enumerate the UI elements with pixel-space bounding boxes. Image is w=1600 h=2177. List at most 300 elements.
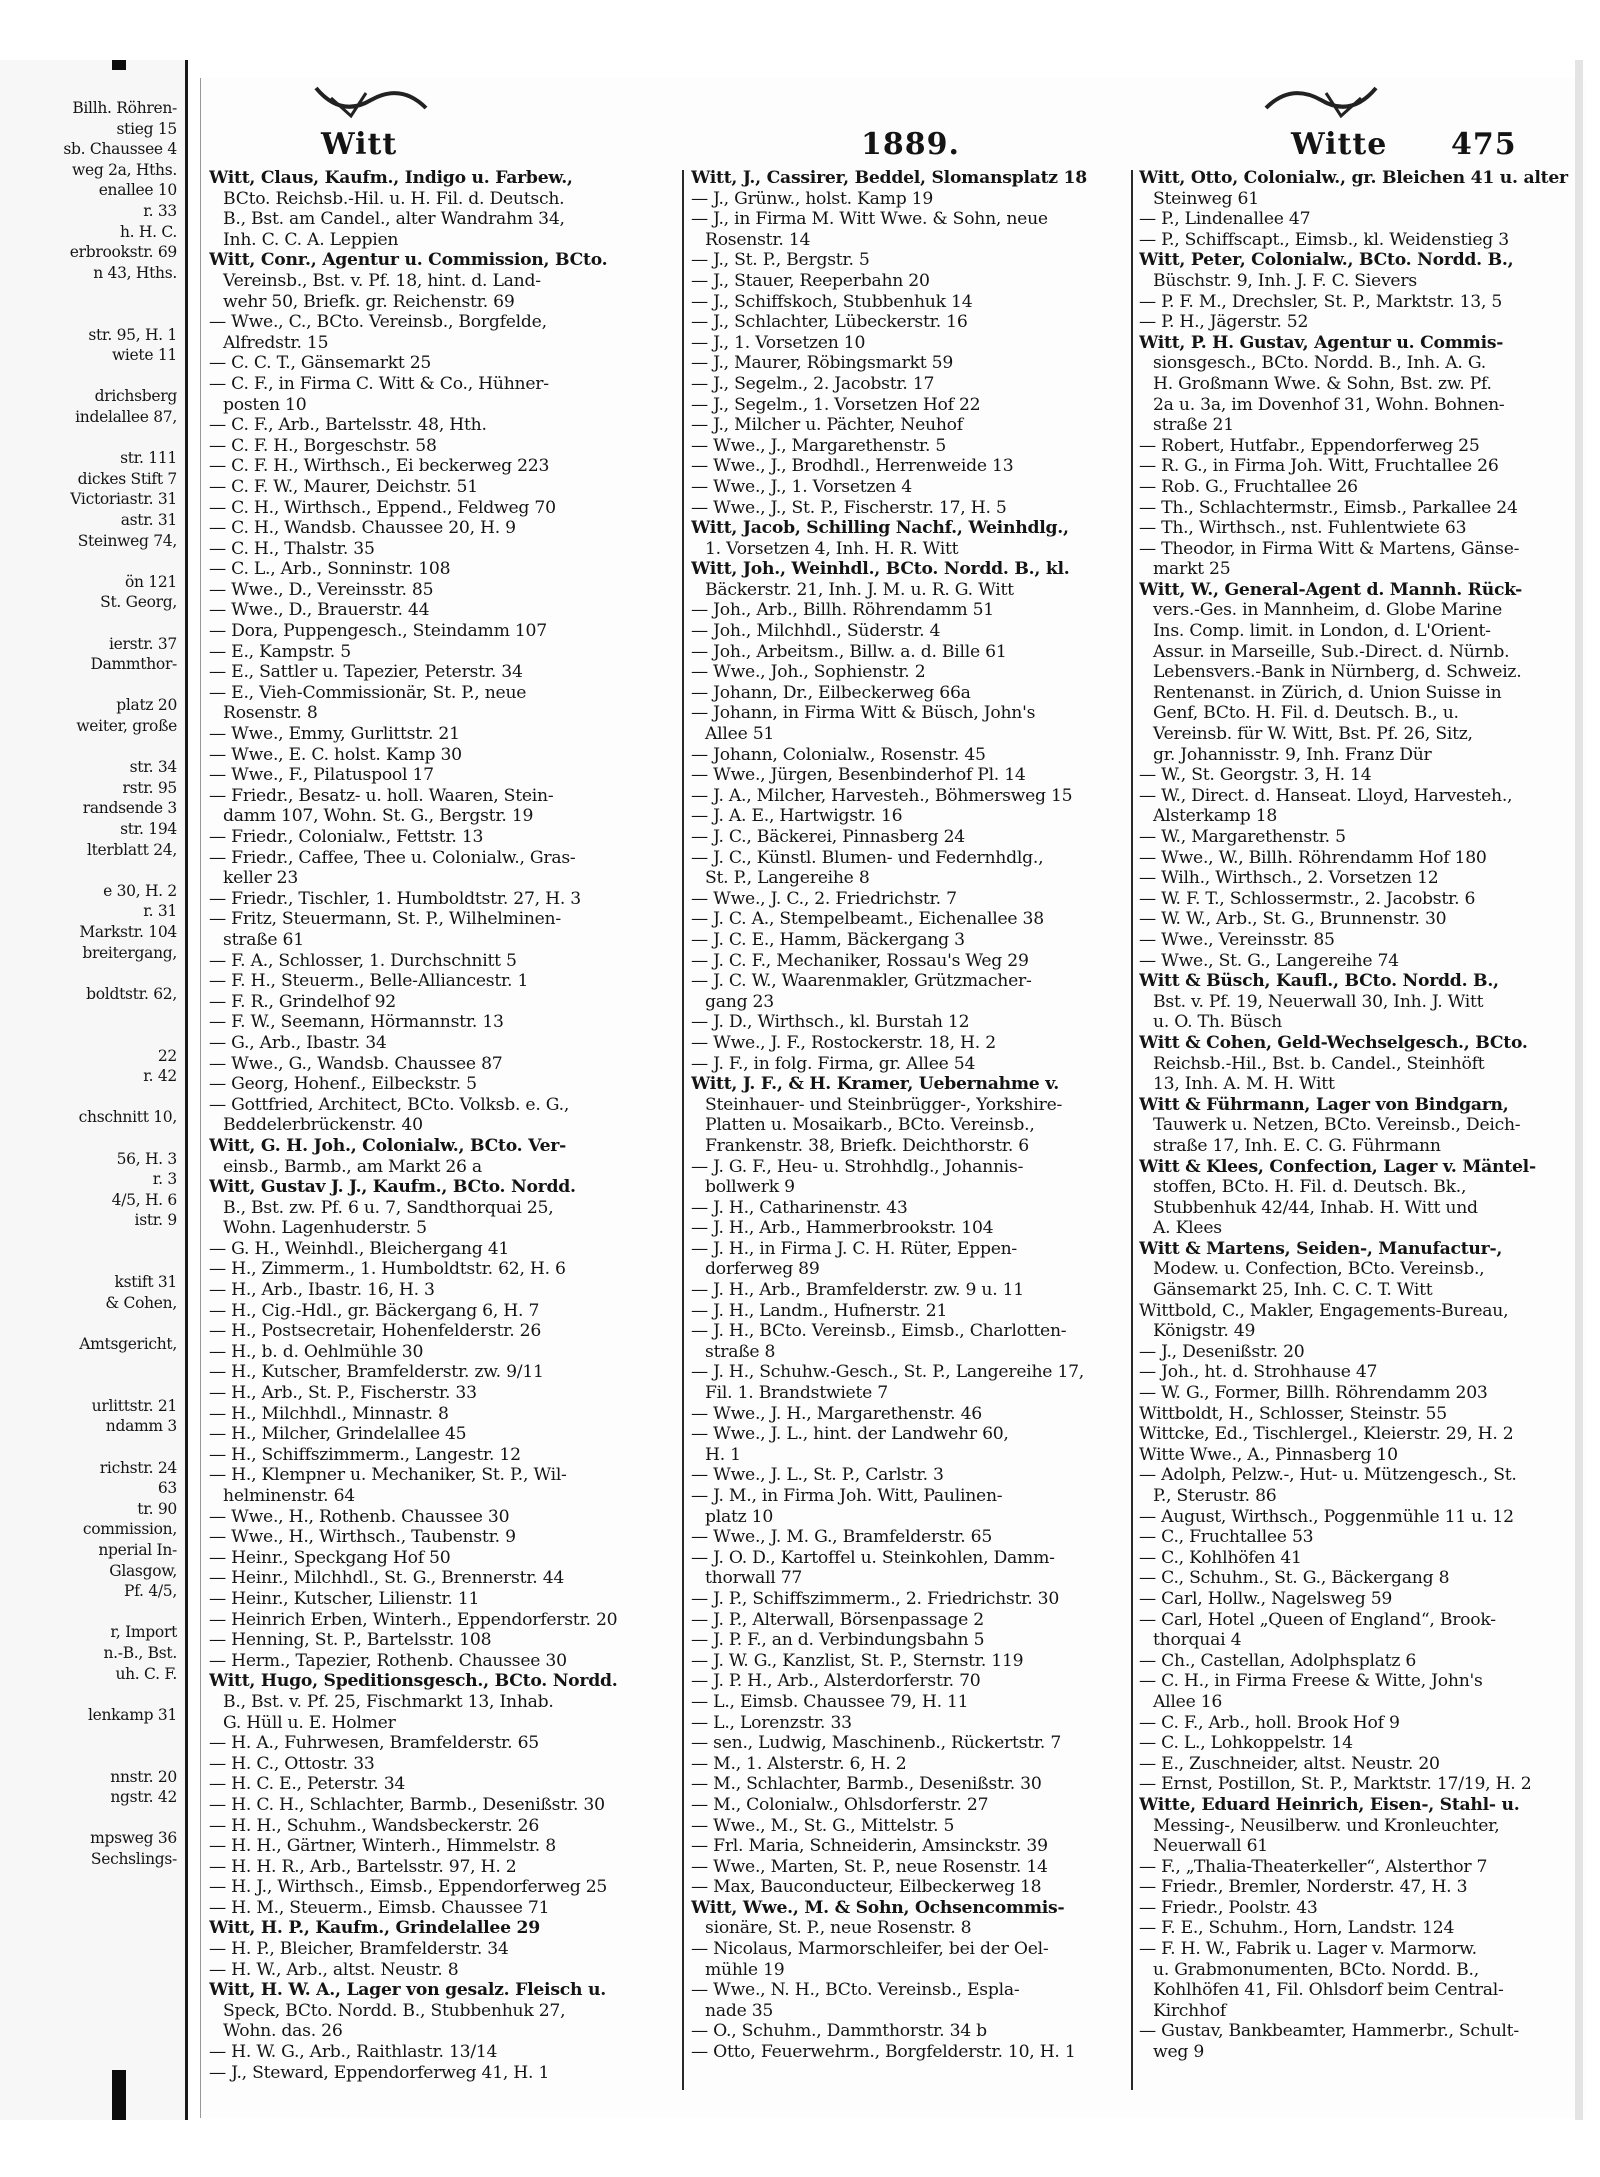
directory-entry: — E., Sattler u. Tapezier, Peterstr. 34 — [209, 662, 523, 683]
directory-entry: — L., Lorenzstr. 33 — [691, 1712, 852, 1733]
left-fragment-line: dickes Stift 7 — [77, 470, 177, 488]
directory-entry: St. P., Langereihe 8 — [705, 868, 870, 889]
directory-entry: Alfredstr. 15 — [223, 332, 329, 353]
directory-entry: — J. F., in folg. Firma, gr. Allee 54 — [691, 1053, 976, 1074]
directory-entry: — M., Schlachter, Barmb., Desenißstr. 30 — [691, 1774, 1042, 1795]
directory-entry: — Theodor, in Firma Witt & Martens, Gänse- — [1139, 538, 1520, 559]
directory-entry: — H. W. G., Arb., Raithlastr. 13/14 — [209, 2042, 498, 2063]
directory-entry: H. Großmann Wwe. & Sohn, Bst. zw. Pf. — [1153, 373, 1492, 394]
directory-entry: Fil. 1. Brandstwiete 7 — [705, 1383, 888, 1404]
directory-entry: — Th., Schlachtermstr., Eimsb., Parkallee 24 — [1139, 497, 1518, 518]
directory-entry: — Henning, St. P., Bartelsstr. 108 — [209, 1630, 492, 1651]
left-fragment-line: r. 33 — [143, 203, 177, 220]
directory-entry: B., Bst. v. Pf. 25, Fischmarkt 13, Inhab. — [223, 1691, 554, 1712]
left-fragment-line — [4, 965, 177, 982]
directory-entry: — Wwe., Emmy, Gurlittstr. 21 — [209, 724, 460, 745]
left-fragment-line: Steinweg 74, — [77, 532, 177, 550]
directory-entry: — J., Segelm., 1. Vorsetzen Hof 22 — [691, 394, 981, 415]
directory-entry: — L., Eimsb. Chaussee 79, H. 11 — [691, 1691, 969, 1712]
directory-page — [200, 78, 1586, 2118]
directory-entry: — J., Maurer, Röbingsmarkt 59 — [691, 353, 953, 374]
directory-entry: — J. H., in Firma J. C. H. Rüter, Eppen- — [691, 1238, 1017, 1259]
directory-entry: — Ch., Castellan, Adolphsplatz 6 — [1139, 1650, 1417, 1671]
left-fragment-line: h. H. C. — [119, 223, 177, 241]
directory-entry: — Wwe., N. H., BCto. Vereinsb., Espla- — [691, 1980, 1020, 2001]
directory-entry: — Carl, Hotel „Queen of England“, Brook- — [1139, 1609, 1496, 1630]
directory-entry: — C. F. H., Borgeschstr. 58 — [209, 435, 437, 456]
left-fragment-line — [4, 1027, 177, 1044]
directory-entry: Beddelerbrückenstr. 40 — [223, 1115, 423, 1136]
directory-entry: — W. F. T., Schlossermstr., 2. Jacobstr. 6 — [1139, 888, 1476, 909]
directory-entry: — J. M., in Firma Joh. Witt, Paulinen- — [691, 1486, 1003, 1506]
directory-entry: — Max, Bauconducteur, Eilbeckerweg 18 — [691, 1877, 1042, 1898]
directory-entry: — Gustav, Bankbeamter, Hammerbr., Schult- — [1139, 2021, 1519, 2042]
directory-entry: einsb., Barmb., am Markt 26 a — [223, 1156, 482, 1177]
directory-entry: straße 21 — [1153, 415, 1234, 436]
column-3 — [1139, 168, 1579, 2088]
directory-entry: — J., in Firma M. Witt Wwe. & Sohn, neue — [691, 209, 1048, 230]
directory-entry: — J. P. H., Arb., Alsterdorferstr. 70 — [691, 1671, 981, 1692]
left-fragment-line — [4, 1377, 177, 1394]
left-fragment-line — [4, 1006, 177, 1023]
directory-entry: — H. H. R., Arb., Bartelsstr. 97, H. 2 — [209, 1856, 517, 1877]
directory-entry: wehr 50, Briefk. gr. Reichenstr. 69 — [223, 291, 515, 312]
directory-entry: — Georg, Hohenf., Eilbeckstr. 5 — [209, 1074, 477, 1095]
directory-entry: Genf, BCto. H. Fil. d. Deutsch. B., u. — [1153, 703, 1459, 724]
directory-entry: — H. J., Wirthsch., Eimsb., Eppendorferweg 25 — [209, 1877, 608, 1898]
directory-entry: Stubbenhuk 42/44, Inhab. H. Witt und — [1153, 1197, 1478, 1218]
left-fragment-line — [4, 1315, 177, 1332]
left-fragment-line: kstift 31 — [114, 1274, 177, 1292]
directory-entry: — Johann, Dr., Eilbeckerweg 66a — [691, 682, 971, 703]
directory-entry: — Joh., ht. d. Strohhause 47 — [1139, 1362, 1378, 1383]
directory-heading-entry: Witt, Wwe., M. & Sohn, Ochsencommis- — [691, 1897, 1065, 1918]
left-fragment-line: boldtstr. 62, — [86, 985, 177, 1003]
left-fragment-line — [4, 739, 177, 756]
directory-heading-entry: Witt & Führmann, Lager von Bindgarn, — [1139, 1094, 1509, 1115]
directory-entry: — H. H., Schuhm., Wandsbeckerstr. 26 — [209, 1815, 540, 1836]
directory-entry: — J., Milcher u. Pächter, Neuhof — [691, 415, 963, 436]
directory-entry: u. Grabmonumenten, BCto. Nordd. B., — [1153, 1959, 1479, 1980]
left-fragment-line: uh. C. F. — [115, 1665, 177, 1683]
directory-entry: — H. A., Fuhrwesen, Bramfelderstr. 65 — [209, 1733, 539, 1754]
directory-entry: platz 10 — [705, 1506, 774, 1527]
directory-entry: — W. W., Arb., St. G., Brunnenstr. 30 — [1139, 909, 1447, 930]
directory-entry: Lebensvers.-Bank in Nürnberg, d. Schweiz. — [1153, 662, 1522, 683]
directory-entry: — H., Milcher, Grindelallee 45 — [209, 1424, 467, 1445]
left-fragment-line: 56, H. 3 — [116, 1150, 177, 1168]
directory-entry: straße 17, Inh. E. C. G. Führmann — [1153, 1135, 1441, 1156]
page-number: 475 — [1451, 127, 1517, 162]
directory-entry: — P. H., Jägerstr. 52 — [1139, 312, 1309, 333]
directory-entry: — F. R., Grindelhof 92 — [209, 991, 396, 1012]
directory-entry: — H., Arb., Ibastr. 16, H. 3 — [209, 1280, 435, 1301]
directory-entry: — J. G. F., Heu- u. Strohhdlg., Johannis- — [691, 1156, 1024, 1177]
directory-entry: — Wwe., H., Wirthsch., Taubenstr. 9 — [209, 1527, 516, 1548]
directory-entry: — Joh., Milchhdl., Süderstr. 4 — [691, 621, 941, 642]
left-page-fragment — [0, 60, 188, 2120]
directory-entry: — C. L., Lohkoppelstr. 14 — [1139, 1733, 1353, 1754]
directory-entry: Modew. u. Confection, BCto. Vereinsb., — [1153, 1259, 1485, 1280]
left-fragment-line: mpsweg 36 — [90, 1830, 177, 1848]
directory-entry: — Friedr., Besatz- u. holl. Waaren, Stein- — [209, 785, 554, 806]
directory-entry: — Wwe., J., Brodhdl., Herrenweide 13 — [691, 456, 1014, 477]
ornament-right — [1261, 78, 1381, 123]
directory-entry: helminenstr. 64 — [223, 1486, 355, 1506]
directory-entry: mühle 19 — [705, 1959, 785, 1980]
left-fragment-line: wiete 11 — [111, 347, 177, 365]
directory-entry: — J. C. A., Stempelbeamt., Eichenallee 38 — [691, 909, 1044, 930]
directory-entry: Allee 16 — [1153, 1691, 1223, 1712]
directory-entry: B., Bst. am Candel., alter Wandrahm 34, — [223, 209, 565, 230]
directory-entry: — P., Schiffscapt., Eimsb., kl. Weidenstieg 3 — [1139, 229, 1509, 250]
directory-heading-entry: Witt, J. F., & H. Kramer, Uebernahme v. — [691, 1074, 1059, 1095]
running-header-right: Witte — [1291, 127, 1388, 162]
left-fragment-line — [4, 430, 177, 447]
left-fragment-line: r. 3 — [152, 1171, 177, 1189]
left-fragment-line: weg 2a, Hths. — [72, 161, 177, 179]
directory-entry: — J., 1. Vorsetzen 10 — [691, 332, 866, 353]
directory-entry: — J. H., Arb., Bramfelderstr. zw. 9 u. 11 — [691, 1280, 1024, 1301]
left-fragment-line: erbrookstr. 69 — [69, 244, 177, 262]
directory-entry: — J. P., Schiffszimmerm., 2. Friedrichstr. 30 — [691, 1588, 1060, 1609]
directory-entry: — Dora, Puppengesch., Steindamm 107 — [209, 621, 547, 642]
directory-entry: — Wwe., J., St. P., Fischerstr. 17, H. 5 — [691, 497, 1007, 518]
directory-entry: 1. Vorsetzen 4, Inh. H. R. Witt — [705, 538, 959, 559]
directory-entry: — E., Kampstr. 5 — [209, 641, 351, 662]
column-1 — [209, 168, 675, 2088]
directory-entry: Kirchhof — [1153, 2000, 1227, 2021]
directory-entry: — H. H., Gärtner, Winterh., Himmelstr. 8 — [209, 1836, 556, 1857]
directory-entry: — H. M., Steuerm., Eimsb. Chaussee 71 — [209, 1897, 550, 1918]
directory-entry: Königstr. 49 — [1153, 1321, 1256, 1342]
directory-entry: — J., Segelm., 2. Jacobstr. 17 — [691, 373, 935, 394]
page-edge — [1575, 60, 1583, 2120]
directory-entry: — Heinr., Milchhdl., St. G., Brennerstr. 44 — [209, 1568, 565, 1589]
left-fragment-line: lenkamp 31 — [87, 1706, 177, 1724]
directory-entry: — Rob. G., Fruchtallee 26 — [1139, 476, 1358, 497]
left-fragment-line: str. 194 — [120, 821, 177, 838]
directory-entry: Alsterkamp 18 — [1153, 806, 1278, 827]
left-fragment-line — [4, 1686, 177, 1703]
left-fragment-line: urlittstr. 21 — [91, 1397, 177, 1415]
directory-entry: — C. F., in Firma C. Witt & Co., Hühner- — [209, 373, 549, 394]
directory-entry: — Wwe., St. G., Langereihe 74 — [1139, 950, 1399, 971]
left-fragment-line: str. 95, H. 1 — [88, 326, 177, 344]
left-fragment-line — [4, 615, 177, 632]
directory-entry: Wohn. Lagenhuderstr. 5 — [223, 1218, 427, 1239]
left-fragment-line: e 30, H. 2 — [103, 882, 177, 900]
left-fragment-line: r, Import — [110, 1624, 177, 1642]
directory-entry: — J. C. E., Hamm, Bäckergang 3 — [691, 929, 965, 950]
directory-entry: — Wwe., J. F., Rostockerstr. 18, H. 2 — [691, 1032, 996, 1053]
ornament-left — [311, 78, 431, 123]
directory-entry: Rosenstr. 8 — [223, 703, 318, 724]
directory-entry: Ins. Comp. limit. in London, d. L'Orient- — [1153, 621, 1491, 642]
directory-heading-entry: Witte, Eduard Heinrich, Eisen-, Stahl- u. — [1139, 1794, 1520, 1815]
directory-entry: — F. E., Schuhm., Horn, Landstr. 124 — [1139, 1918, 1455, 1939]
directory-entry: — Wwe., J. L., hint. der Landwehr 60, — [691, 1424, 1009, 1445]
directory-entry: A. Klees — [1153, 1218, 1222, 1239]
column-divider-2 — [1131, 170, 1133, 2090]
directory-entry: — H. P., Bleicher, Bramfelderstr. 34 — [209, 1939, 509, 1960]
directory-entry: — O., Schuhm., Dammthorstr. 34 b — [691, 2021, 987, 2042]
left-fragment-line: commission, — [82, 1521, 177, 1539]
directory-entry: nade 35 — [705, 2000, 774, 2021]
directory-entry: — H., Postsecretair, Hohenfelderstr. 26 — [209, 1321, 542, 1342]
directory-entry: — Friedr., Poolstr. 43 — [1139, 1897, 1318, 1918]
directory-entry: 2a u. 3a, im Dovenhof 31, Wohn. Bohnen- — [1153, 394, 1505, 415]
left-fragment-line: ön 121 — [124, 573, 177, 591]
directory-entry: — Wwe., C., BCto. Vereinsb., Borgfelde, — [209, 312, 547, 333]
directory-heading-entry: Witt, Claus, Kaufm., Indigo u. Farbew., — [209, 168, 573, 188]
directory-entry: straße 61 — [223, 929, 304, 950]
left-fragment-line — [4, 1439, 177, 1456]
directory-entry: — G. H., Weinhdl., Bleichergang 41 — [209, 1238, 510, 1259]
left-fragment-line — [4, 677, 177, 694]
directory-entry: — J., Desenißstr. 20 — [1139, 1341, 1305, 1362]
running-header-left: Witt — [321, 127, 398, 162]
left-fragment-line: ngstr. 42 — [110, 1789, 177, 1807]
left-fragment-line — [4, 1130, 177, 1147]
left-fragment-line: Glasgow, — [109, 1562, 177, 1580]
directory-entry: — P., Lindenallee 47 — [1139, 209, 1311, 230]
directory-entry: — Herm., Tapezier, Rothenb. Chaussee 30 — [209, 1650, 567, 1671]
left-fragment-line: weiter, große — [76, 718, 177, 735]
directory-entry: — Wwe., H., Rothenb. Chaussee 30 — [209, 1506, 510, 1527]
directory-entry: — J., Stauer, Reeperbahn 20 — [691, 270, 930, 291]
directory-entry: posten 10 — [223, 394, 307, 415]
directory-entry: Neuerwall 61 — [1153, 1836, 1268, 1857]
directory-entry: bollwerk 9 — [705, 1177, 795, 1198]
directory-entry: — J. H., BCto. Vereinsb., Eimsb., Charlotten- — [691, 1321, 1067, 1342]
left-fragment-line: str. 111 — [120, 450, 177, 468]
directory-entry: Tauwerk u. Netzen, BCto. Vereinsb., Deich- — [1153, 1115, 1521, 1136]
left-fragment-line: breitergang, — [82, 944, 177, 962]
column-divider-1 — [682, 170, 684, 2090]
left-fragment-line: sb. Chaussee 4 — [63, 141, 177, 159]
left-fragment-line: 63 — [157, 1480, 177, 1498]
directory-entry: — J. C. F., Mechaniker, Rossau's Weg 29 — [691, 950, 1029, 971]
directory-entry: — Wwe., W., Billh. Röhrendamm Hof 180 — [1139, 847, 1487, 868]
directory-entry: — Adolph, Pelzw.-, Hut- u. Mützengesch., St. — [1139, 1465, 1517, 1486]
directory-entry: Wittboldt, H., Schlosser, Steinstr. 55 — [1139, 1403, 1447, 1424]
directory-entry: — Gottfried, Architect, BCto. Volksb. e. G., — [209, 1094, 570, 1115]
left-fragment-line — [4, 368, 177, 385]
left-fragment-line: & Cohen, — [105, 1294, 177, 1312]
directory-entry: — H., Milchhdl., Minnastr. 8 — [209, 1403, 449, 1424]
directory-entry: — Wwe., E. C. holst. Kamp 30 — [209, 744, 462, 765]
directory-entry: — Heinrich Erben, Winterh., Eppendorferstr. 20 — [209, 1609, 618, 1630]
directory-entry: — Joh., Arb., Billh. Röhrendamm 51 — [691, 600, 994, 621]
directory-entry: — J. C., Künstl. Blumen- und Federnhdlg., — [691, 847, 1044, 868]
directory-entry: — Friedr., Colonialw., Fettstr. 13 — [209, 827, 484, 847]
left-fragment-line: drichsberg — [94, 388, 177, 406]
directory-entry: — J. D., Wirthsch., kl. Burstah 12 — [691, 1012, 970, 1033]
directory-heading-entry: Witt, Jacob, Schilling Nachf., Weinhdlg., — [691, 518, 1069, 539]
directory-entry: — J. H., Schuhw.-Gesch., St. P., Langereihe 17, — [691, 1362, 1085, 1383]
directory-entry: — J. A. E., Hartwigstr. 16 — [691, 806, 903, 827]
left-fragment-line — [4, 1233, 177, 1250]
directory-entry: — H. C. E., Peterstr. 34 — [209, 1774, 406, 1795]
directory-entry: — F. W., Seemann, Hörmannstr. 13 — [209, 1012, 504, 1033]
left-fragment-line — [4, 862, 177, 879]
directory-entry: — F. H., Steuerm., Belle-Alliancestr. 1 — [209, 971, 529, 992]
directory-entry: Wittcke, Ed., Tischlergel., Kleierstr. 29, H. 2 — [1139, 1424, 1514, 1445]
directory-entry: Bäckerstr. 21, Inh. J. M. u. R. G. Witt — [705, 579, 1014, 600]
directory-entry: — C. L., Arb., Sonninstr. 108 — [209, 559, 451, 580]
directory-entry: — J. W. G., Kanzlist, St. P., Sternstr. 119 — [691, 1650, 1024, 1671]
directory-entry: — C. C. T., Gänsemarkt 25 — [209, 353, 432, 374]
directory-entry: G. Hüll u. E. Holmer — [223, 1712, 396, 1733]
directory-entry: Vereinsb. für W. Witt, Bst. Pf. 26, Sitz, — [1153, 724, 1473, 745]
left-fragment-line: Sechslings- — [90, 1851, 177, 1868]
directory-entry: — J., Grünw., holst. Kamp 19 — [691, 188, 934, 209]
directory-entry: vers.-Ges. in Mannheim, d. Globe Marine — [1153, 600, 1503, 621]
binding-mark-top — [112, 60, 126, 70]
directory-entry: sionsgesch., BCto. Nordd. B., Inh. A. G. — [1153, 353, 1486, 374]
directory-entry: — C., Fruchtallee 53 — [1139, 1527, 1314, 1548]
directory-entry: — Frl. Maria, Schneiderin, Amsinckstr. 39 — [691, 1836, 1048, 1857]
directory-entry: — H. C., Ottostr. 33 — [209, 1753, 375, 1774]
directory-entry: — F. H. W., Fabrik u. Lager v. Marmorw. — [1139, 1939, 1477, 1960]
directory-entry: — C. H., Wirthsch., Eppend., Feldweg 70 — [209, 497, 556, 518]
directory-entry: — H. W., Arb., altst. Neustr. 8 — [209, 1959, 459, 1980]
directory-entry: — Wwe., M., St. G., Mittelstr. 5 — [691, 1815, 955, 1836]
directory-entry: — J. O. D., Kartoffel u. Steinkohlen, Damm- — [691, 1547, 1055, 1568]
directory-entry: — August, Wirthsch., Poggenmühle 11 u. 12 — [1139, 1506, 1514, 1527]
directory-entry: — Carl, Hollw., Nagelsweg 59 — [1139, 1588, 1393, 1609]
directory-entry: — R. G., in Firma Joh. Witt, Fruchtallee 26 — [1139, 456, 1499, 477]
directory-entry: — J., St. P., Bergstr. 5 — [691, 250, 870, 271]
running-header-year: 1889. — [861, 127, 960, 162]
left-fragment-line: 22 — [157, 1047, 177, 1065]
left-fragment-line: Markstr. 104 — [79, 924, 177, 941]
directory-heading-entry: Witt, Otto, Colonialw., gr. Bleichen 41 u. alter — [1139, 168, 1568, 188]
left-fragment-line — [4, 1604, 177, 1621]
directory-entry: Steinhauer- und Steinbrügger-, Yorkshire- — [705, 1094, 1063, 1115]
directory-entry: Witte Wwe., A., Pinnasberg 10 — [1139, 1444, 1398, 1465]
left-fragment-line: richstr. 24 — [99, 1459, 177, 1477]
directory-heading-entry: Witt, P. H. Gustav, Agentur u. Commis- — [1139, 332, 1504, 353]
directory-entry: Speck, BCto. Nordd. B., Stubbenhuk 27, — [223, 2000, 566, 2021]
directory-entry: stoffen, BCto. H. Fil. d. Deutsch. Bk., — [1153, 1177, 1467, 1198]
directory-entry: Büschstr. 9, Inh. J. F. C. Sievers — [1153, 270, 1417, 291]
left-fragment-line: chschnitt 10, — [78, 1109, 177, 1127]
directory-entry: Wohn. das. 26 — [223, 2021, 343, 2042]
directory-entry: — Friedr., Bremler, Norderstr. 47, H. 3 — [1139, 1877, 1468, 1898]
directory-heading-entry: Witt, Gustav J. J., Kaufm., BCto. Nordd. — [209, 1177, 576, 1198]
left-fragment-line: Amtsgericht, — [79, 1336, 177, 1353]
left-fragment-line: r. 42 — [143, 1068, 177, 1086]
directory-entry: — Friedr., Caffee, Thee u. Colonialw., Gras- — [209, 847, 576, 868]
directory-entry: — H., Zimmerm., 1. Humboldtstr. 62, H. 6 — [209, 1259, 566, 1280]
directory-entry: 13, Inh. A. M. H. Witt — [1153, 1074, 1335, 1095]
directory-entry: — Otto, Feuerwehrm., Borgfelderstr. 10, H. 1 — [691, 2042, 1076, 2063]
directory-entry: — W., Direct. d. Hanseat. Lloyd, Harvesteh., — [1139, 785, 1513, 806]
directory-entry: — Wwe., F., Pilatuspool 17 — [209, 765, 434, 786]
directory-entry: — W., St. Georgstr. 3, H. 14 — [1139, 765, 1372, 786]
directory-entry: Kohlhöfen 41, Fil. Ohlsdorf beim Central- — [1153, 1980, 1504, 2001]
directory-entry: — C. F., Arb., holl. Brook Hof 9 — [1139, 1712, 1400, 1733]
directory-entry: — Wwe., J. H., Margarethenstr. 46 — [691, 1403, 982, 1424]
directory-entry: — C. H., Thalstr. 35 — [209, 538, 375, 559]
directory-entry: Bst. v. Pf. 19, Neuerwall 30, Inh. J. Witt — [1153, 991, 1484, 1012]
directory-entry: — H., Schiffszimmerm., Langestr. 12 — [209, 1444, 521, 1465]
left-fragment-line: tr. 90 — [137, 1500, 177, 1518]
directory-entry: Messing-, Neusilberw. und Kronleuchter, — [1153, 1815, 1500, 1836]
directory-entry: — J., Schlachter, Lübeckerstr. 16 — [691, 312, 968, 333]
directory-entry: — E., Zuschneider, altst. Neustr. 20 — [1139, 1753, 1440, 1774]
directory-entry: — W., Margarethenstr. 5 — [1139, 827, 1346, 847]
left-fragment-line — [4, 1748, 177, 1765]
directory-entry: Steinweg 61 — [1153, 188, 1259, 209]
directory-entry: — C., Kohlhöfen 41 — [1139, 1547, 1302, 1568]
left-fragment-line — [4, 1357, 177, 1374]
directory-heading-entry: Witt & Martens, Seiden-, Manufactur-, — [1139, 1238, 1503, 1259]
left-fragment-line: ndamm 3 — [105, 1418, 177, 1436]
directory-entry: — Wwe., J., Margarethenstr. 5 — [691, 435, 947, 456]
directory-entry: — Friedr., Tischler, 1. Humboldtstr. 27, H. 3 — [209, 888, 581, 909]
directory-entry: markt 25 — [1153, 559, 1231, 580]
directory-entry: — M., 1. Alsterstr. 6, H. 2 — [691, 1753, 907, 1774]
left-fragment-line: str. 34 — [129, 759, 177, 777]
left-fragment-line — [4, 553, 177, 570]
directory-entry: — J. A., Milcher, Harvesteh., Böhmersweg 15 — [691, 785, 1073, 806]
directory-entry: Inh. C. C. A. Leppien — [223, 229, 399, 250]
directory-entry: — C. H., in Firma Freese & Witte, John's — [1139, 1671, 1483, 1692]
directory-entry: — H., b. d. Oehlmühle 30 — [209, 1341, 424, 1362]
column-2 — [691, 168, 1125, 2088]
directory-entry: H. 1 — [705, 1444, 741, 1465]
left-fragment-line: istr. 9 — [134, 1212, 177, 1230]
directory-entry: — H. C. H., Schlachter, Barmb., Desenißstr. 30 — [209, 1794, 605, 1815]
directory-heading-entry: Witt, H. W. A., Lager von gesalz. Fleisch u. — [209, 1980, 606, 2001]
directory-entry: Gänsemarkt 25, Inh. C. C. T. Witt — [1153, 1280, 1433, 1301]
left-fragment-line: stieg 15 — [116, 120, 177, 138]
left-fragment-line: Pf. 4/5, — [124, 1583, 177, 1601]
directory-entry: — Wwe., J. C., 2. Friedrichstr. 7 — [691, 888, 957, 909]
directory-entry: — Wwe., Jürgen, Besenbinderhof Pl. 14 — [691, 765, 1026, 786]
directory-entry: gang 23 — [705, 991, 774, 1012]
directory-entry: Reichsb.-Hil., Bst. b. Candel., Steinhöft — [1153, 1053, 1485, 1074]
directory-heading-entry: Witt, Joh., Weinhdl., BCto. Nordd. B., kl. — [691, 559, 1070, 580]
directory-heading-entry: Witt, J., Cassirer, Beddel, Slomansplatz 18 — [691, 168, 1087, 188]
directory-entry: Frankenstr. 38, Briefk. Deichthorstr. 6 — [705, 1135, 1029, 1156]
left-fragment-line: lterblatt 24, — [86, 841, 177, 859]
left-fragment-line: rstr. 95 — [122, 779, 177, 797]
directory-entry: damm 107, Wohn. St. G., Bergstr. 19 — [223, 806, 534, 827]
left-fragment-line — [4, 306, 177, 323]
directory-heading-entry: Witt & Cohen, Geld-Wechselgesch., BCto. — [1139, 1032, 1528, 1053]
left-fragment-line: enallee 10 — [98, 182, 177, 200]
directory-entry: B., Bst. zw. Pf. 6 u. 7, Sandthorquai 25, — [223, 1197, 554, 1218]
directory-entry: — Wwe., D., Brauerstr. 44 — [209, 600, 430, 621]
directory-entry: — Wwe., J. L., St. P., Carlstr. 3 — [691, 1465, 944, 1486]
directory-entry: — Wwe., G., Wandsb. Chaussee 87 — [209, 1053, 503, 1074]
binding-mark-bottom — [112, 2070, 126, 2120]
directory-entry: — H., Arb., St. P., Fischerstr. 33 — [209, 1383, 477, 1404]
directory-entry: — C., Schuhm., St. G., Bäckergang 8 — [1139, 1568, 1450, 1589]
left-fragment-line: nnstr. 20 — [110, 1768, 177, 1786]
left-fragment-line — [4, 1254, 177, 1271]
directory-entry: — Joh., Arbeitsm., Billw. a. d. Bille 61 — [691, 641, 1007, 662]
directory-entry: — C. F., Arb., Bartelsstr. 48, Hth. — [209, 415, 487, 436]
left-fragment-line: n 43, Hths. — [93, 264, 177, 282]
directory-entry: — J. H., Landm., Hufnerstr. 21 — [691, 1300, 948, 1321]
directory-entry: — Robert, Hutfabr., Eppendorferweg 25 — [1139, 435, 1480, 456]
left-fragment-line: indelallee 87, — [75, 409, 177, 426]
